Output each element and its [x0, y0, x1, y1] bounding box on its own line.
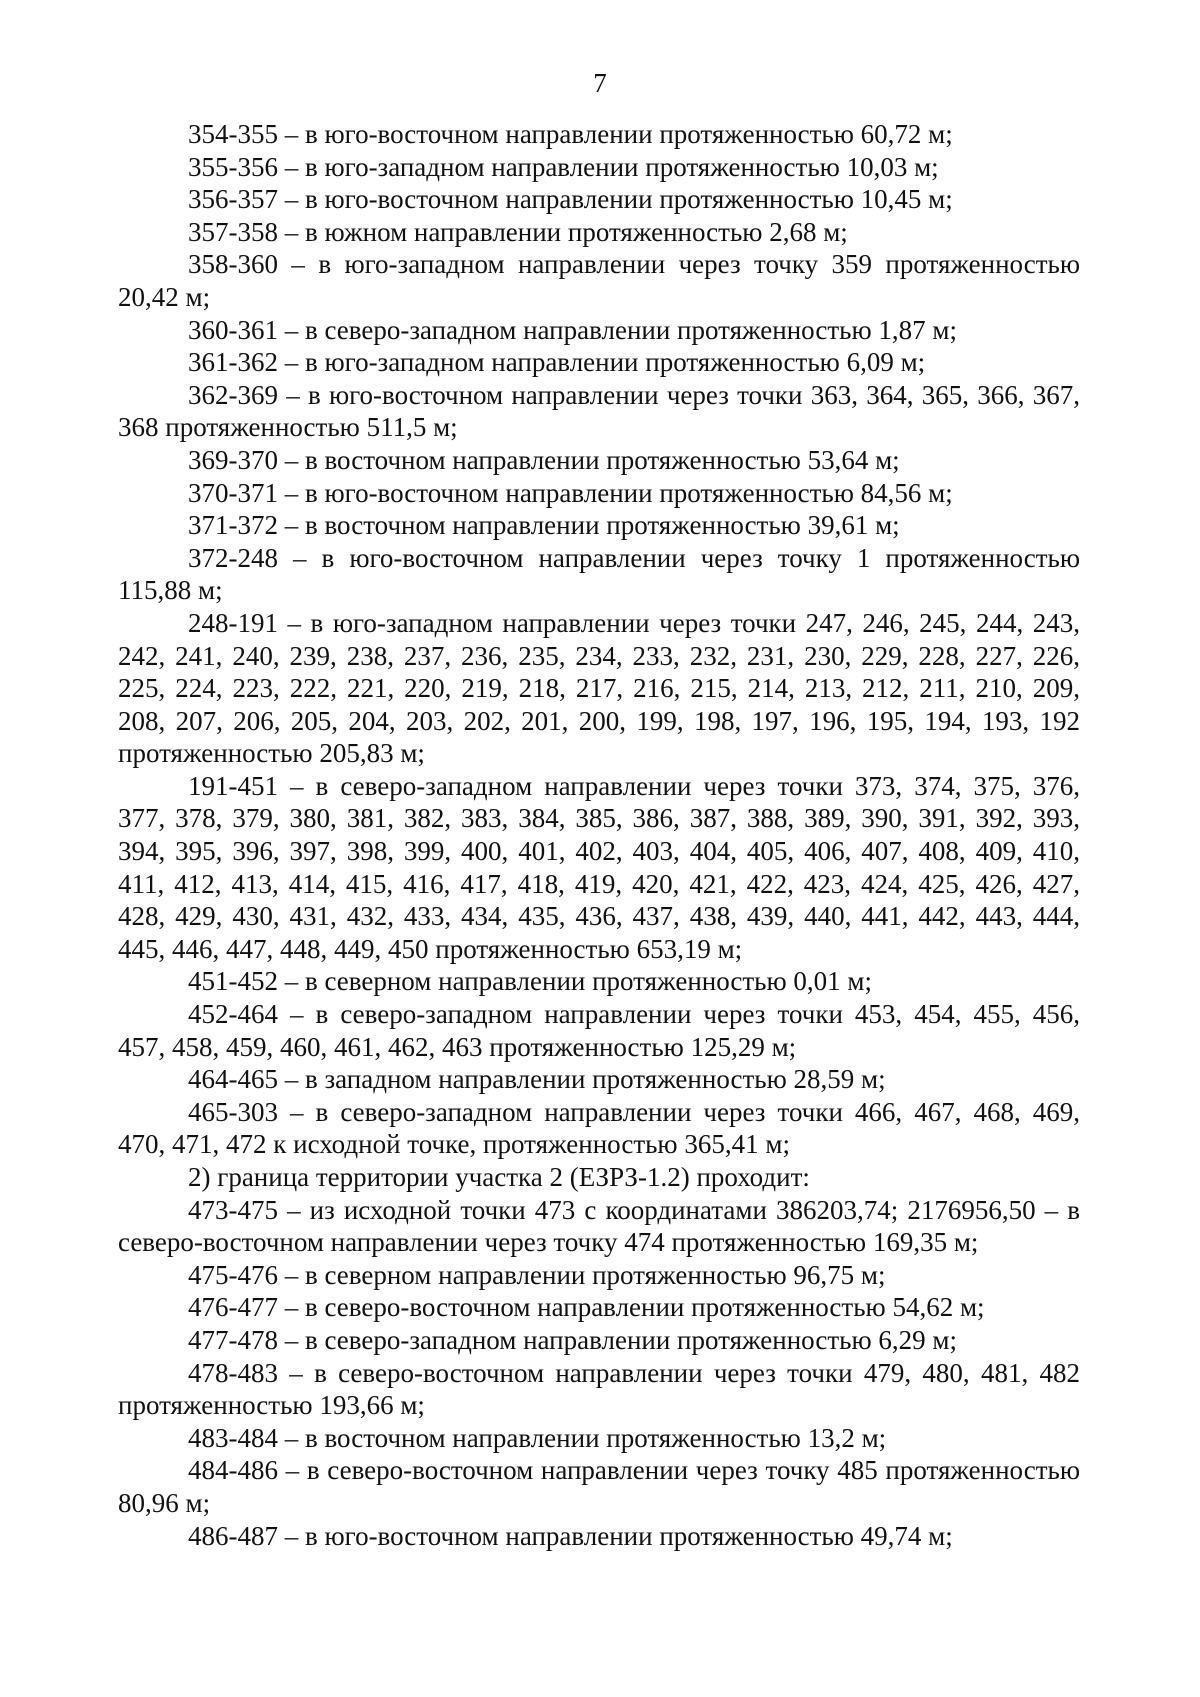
paragraph-484-486: 484-486 – в северо-восточном направлении через точку 485 протяженностью 80,96 м; — [118, 1455, 1080, 1518]
paragraph-486-487: 486-487 – в юго-восточном направлении протяженностью 49,74 м; — [188, 1520, 953, 1551]
paragraph-476-477: 476-477 – в северо-восточном направлении протяженностью 54,62 м; — [188, 1292, 985, 1323]
paragraph-356-357: 356-357 – в юго-восточном направлении протяженностью 10,45 м; — [188, 184, 953, 215]
paragraph-371-372: 371-372 – в восточном направлении протяженностью 39,61 м; — [188, 510, 900, 541]
paragraph-354-355: 354-355 – в юго-восточном направлении протяженностью 60,72 м; — [188, 119, 953, 149]
paragraph-475-476: 475-476 – в северном направлении протяженностью 96,75 м; — [188, 1259, 886, 1290]
paragraph-465-303: 465-303 – в северо-западном направлении через точки 466, 467, 468, 469, 470, 471, 472 к исходной точке, протяженностью 365,41 м; — [118, 1096, 1080, 1160]
paragraph-464-465: 464-465 – в западном направлении протяженностью 28,59 м; — [188, 1064, 886, 1095]
paragraph-191-451: 191-451 – в северо-западном направлении через точки 373, 374, 375, 376, 377, 378, 379, 380, 381, 382, 383, 384, 385, 386, 387, 388, 389, 390, 391, 392, 393, 394, 395, 396, 397, 398, 399, 400, 401, 402, 403, 404, 405, 406, 407, 408, 409, 410, 411, 412, 413, 414, 415, 416, 417, 418, 419, 420, 421, 422, 423, 424, 425, 426, 427, 428, 429, 430, 431, 432, 433, 434, 435, 436, 437, 438, 439, 440, 441, 442, 443, 444, 445, 446, 447, 448, 449, 450 протяженностью 653,19 м; — [118, 770, 1080, 964]
paragraph-452-464: 452-464 – в северо-западном направлении через точки 453, 454, 455, 456, 457, 458, 459, 460, 461, 462, 463 протяженностью 125,29 м; — [118, 999, 1080, 1062]
paragraph-372-248: 372-248 – в юго-восточном направлении через точку 1 протяженностью 115,88 м; — [118, 542, 1080, 606]
page-number: 7 — [593, 68, 607, 98]
paragraph-360-361: 360-361 – в северо-западном направлении протяженностью 1,87 м; — [188, 314, 957, 345]
paragraph-355-356: 355-356 – в юго-западном направлении протяженностью 10,03 м; — [188, 151, 939, 182]
paragraph-370-371: 370-371 – в юго-восточном направлении протяженностью 84,56 м; — [188, 477, 953, 508]
paragraph-362-369: 362-369 – в юго-восточном направлении через точки 363, 364, 365, 366, 367, 368 протяженностью 511,5 м; — [118, 379, 1080, 443]
paragraph-248-191: 248-191 – в юго-западном направлении через точки 247, 246, 245, 244, 243, 242, 241, 240, 239, 238, 237, 236, 235, 234, 233, 232, 231, 230, 229, 228, 227, 226, 225, 224, 223, 222, 221, 220, 219, 218, 217, 216, 215, 214, 213, 212, 211, 210, 209, 208, 207, 206, 205, 204, 203, 202, 201, 200, 199, 198, 197, 196, 195, 194, 193, 192 протяженностью 205,83 м; — [118, 607, 1080, 769]
paragraph-361-362: 361-362 – в юго-западном направлении протяженностью 6,09 м; — [188, 347, 926, 378]
document-body — [118, 118, 1080, 1552]
paragraph-357-358: 357-358 – в южном направлении протяженностью 2,68 м; — [188, 216, 848, 247]
paragraph-369-370: 369-370 – в восточном направлении протяженностью 53,64 м; — [188, 444, 900, 475]
paragraph-358-360: 358-360 – в юго-западном направлении через точку 359 протяженностью 20,42 м; — [118, 249, 1080, 312]
paragraph-section-2-heading: 2) граница территории участка 2 (ЕЗРЗ-1.2) проходит: — [188, 1162, 810, 1192]
paragraph-473-475: 473-475 – из исходной точки 473 с координатами 386203,74; 2176956,50 – в северо-восточном направлении через точку 474 протяженностью 169,35 м; — [118, 1194, 1080, 1258]
paragraph-477-478: 477-478 – в северо-западном направлении протяженностью 6,29 м; — [188, 1324, 957, 1355]
paragraph-451-452: 451-452 – в северном направлении протяженностью 0,01 м; — [188, 966, 873, 997]
paragraph-478-483: 478-483 – в северо-восточном направлении через точки 479, 480, 481, 482 протяженностью 193,66 м; — [118, 1357, 1080, 1421]
paragraph-483-484: 483-484 – в восточном направлении протяженностью 13,2 м; — [188, 1422, 887, 1453]
